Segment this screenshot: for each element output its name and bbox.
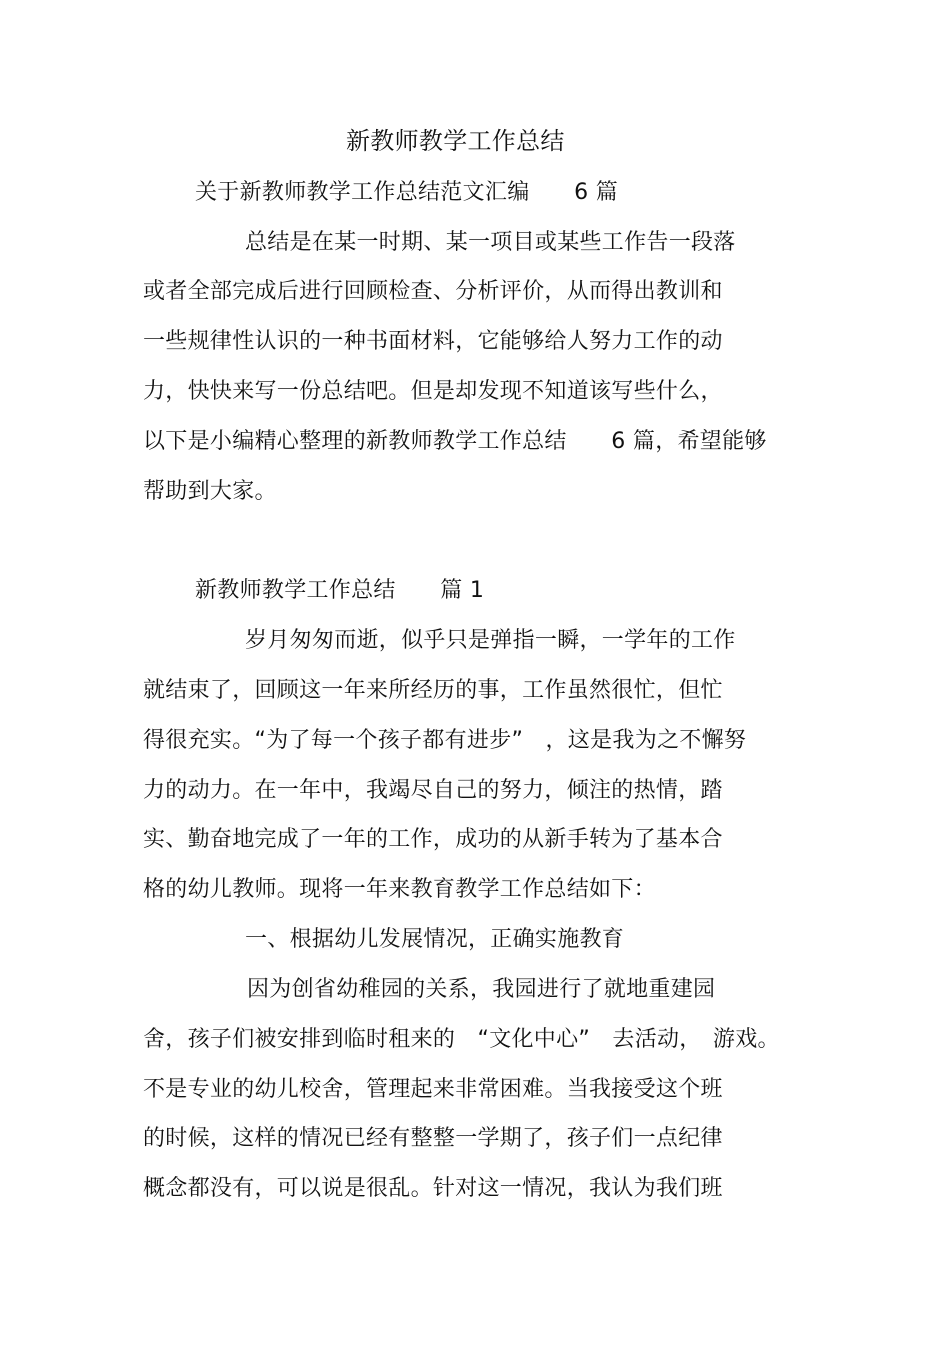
paragraph-line: 舍，孩子们被安排到临时租来的 “文化中心” 去活动， 游戏。 [143,1027,780,1052]
intro-line: 力，快快来写一份总结吧。但是却发现不知道该写些什么， [143,379,723,404]
paragraph-line: 格的幼儿教师。现将一年来教育教学工作总结如下： [143,877,656,902]
document-title: 新教师教学工作总结 [346,127,565,155]
paragraph-line: 力的动力。在一年中，我竭尽自己的努力，倾注的热情，踏 [143,778,723,803]
intro-line: 或者全部完成后进行回顾检查、分析评价，从而得出教训和 [143,279,723,304]
document-subtitle: 关于新教师教学工作总结范文汇编 6 篇 [195,180,618,205]
paragraph-line: 得很充实。“为了每一个孩子都有进步” ，这是我为之不懈努 [143,728,747,753]
paragraph-line: 的时候，这样的情况已经有整整一学期了，孩子们一点纪律 [143,1126,723,1151]
paragraph-line: 因为创省幼稚园的关系，我园进行了就地重建园 [247,977,716,1002]
intro-line: 以下是小编精心整理的新教师教学工作总结 6 篇，希望能够 [143,429,767,454]
paragraph-line: 不是专业的幼儿校舍，管理起来非常困难。当我接受这个班 [143,1077,723,1102]
intro-line: 帮助到大家。 [143,479,277,504]
intro-line: 总结是在某一时期、某一项目或某些工作告一段落 [245,230,736,255]
paragraph-line: 岁月匆匆而逝，似乎只是弹指一瞬，一学年的工作 [245,628,736,653]
paragraph-line: 概念都没有，可以说是很乱。针对这一情况，我认为我们班 [143,1176,723,1201]
paragraph-line: 实、勤奋地完成了一年的工作，成功的从新手转为了基本合 [143,827,723,852]
paragraph-line: 就结束了，回顾这一年来所经历的事，工作虽然很忙，但忙 [143,678,723,703]
section-heading: 新教师教学工作总结 篇 1 [195,578,485,603]
subheading: 一、根据幼儿发展情况，正确实施教育 [245,927,625,952]
intro-line: 一些规律性认识的一种书面材料，它能够给人努力工作的动 [143,329,723,354]
